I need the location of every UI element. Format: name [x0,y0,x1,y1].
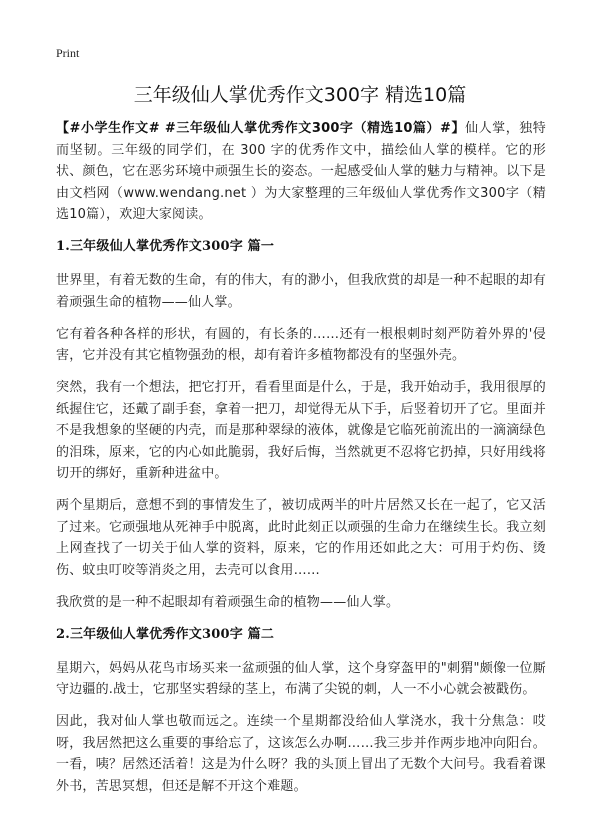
paragraph: 世界里，有着无数的生命，有的伟大，有的渺小，但我欣赏的却是一种不起眼的却有着顽强生命的植物——仙人掌。 [56,273,546,310]
intro-text: 仙人掌，独特而坚韧。三年级的同学们，在 300 字的优秀作文中，描绘仙人掌的模样。它的形状、颜色，它在恶劣环境中顽强生长的姿态。一起感受仙人掌的魅力与精神。以下是由文档网（www.wendang.net ）为大家整理的三年级仙人掌优秀作文300字（精选10篇），欢迎大家阅读。 [56,121,546,222]
intro-paragraph [56,118,546,226]
paragraph: 星期六，妈妈从花鸟市场买来一盆顽强的仙人掌，这个身穿盔甲的"刺猬"颇像一位厮守边疆的.战士，它那坚实碧绿的茎上，布满了尖锐的刺，人一不小心就会被戳伤。 [56,660,546,697]
section-heading: 1.三年级仙人掌优秀作文300字 篇一 [56,239,275,254]
paragraph: 因此，我对仙人掌也敬而远之。连续一个星期都没给仙人掌浇水，我十分焦急：哎呀，我居然把这么重要的事给忘了，这该怎么办啊……我三步并作两步地冲向阳台。一看，咦？居然还活着！这是为什么呀？我的头顶上冒出了无数个大问号。我看着课外书，苦思冥想，但还是解不开这个难题。 [56,714,546,794]
paragraph: 我欣赏的是一种不起眼却有着顽强生命的植物——仙人掌。 [56,594,400,610]
intro-tags: 【#小学生作文# #三年级仙人掌优秀作文300字（精选10篇）#】 [56,121,466,136]
article-body [56,118,546,808]
paragraph: 两个星期后，意想不到的事情发生了，被切成两半的叶片居然又长在一起了，它又活了过来。它顽强地从死神手中脱离，此时此刻正以顽强的生命力在继续生长。我立刻上网查找了一切关于仙人掌的资料，原来，它的作用还如此之大：可用于灼伤、烫伤、蚊虫叮咬等消炎之用，去壳可以食用…… [56,498,546,578]
section-heading: 2.三年级仙人掌优秀作文300字 篇二 [56,626,275,642]
page-title: 三年级仙人掌优秀作文300字 精选10篇 [133,84,467,106]
paragraph: 它有着各种各样的形状，有圆的，有长条的……还有一根根刺时刻严防着外界的'侵害，它并没有其它植物强劲的根，却有着许多植物都没有的坚强外壳。 [56,326,546,363]
paragraph: 突然，我有一个想法，把它打开，看看里面是什么，于是，我开始动手，我用很厚的纸握住它，还戴了副手套，拿着一把刀，却觉得无从下手，后竖着切开了它。里面并不是我想象的坚硬的内壳，而是那种翠绿的液体，就像是它临死前流出的一滴滴绿色的泪珠，原来，它的内心如此脆弱，我好后悔，当然就更不忍将它扔掉，只好用线将切开的绑好，重新种进盆中。 [56,380,546,481]
print-link[interactable]: Print [56,46,80,60]
